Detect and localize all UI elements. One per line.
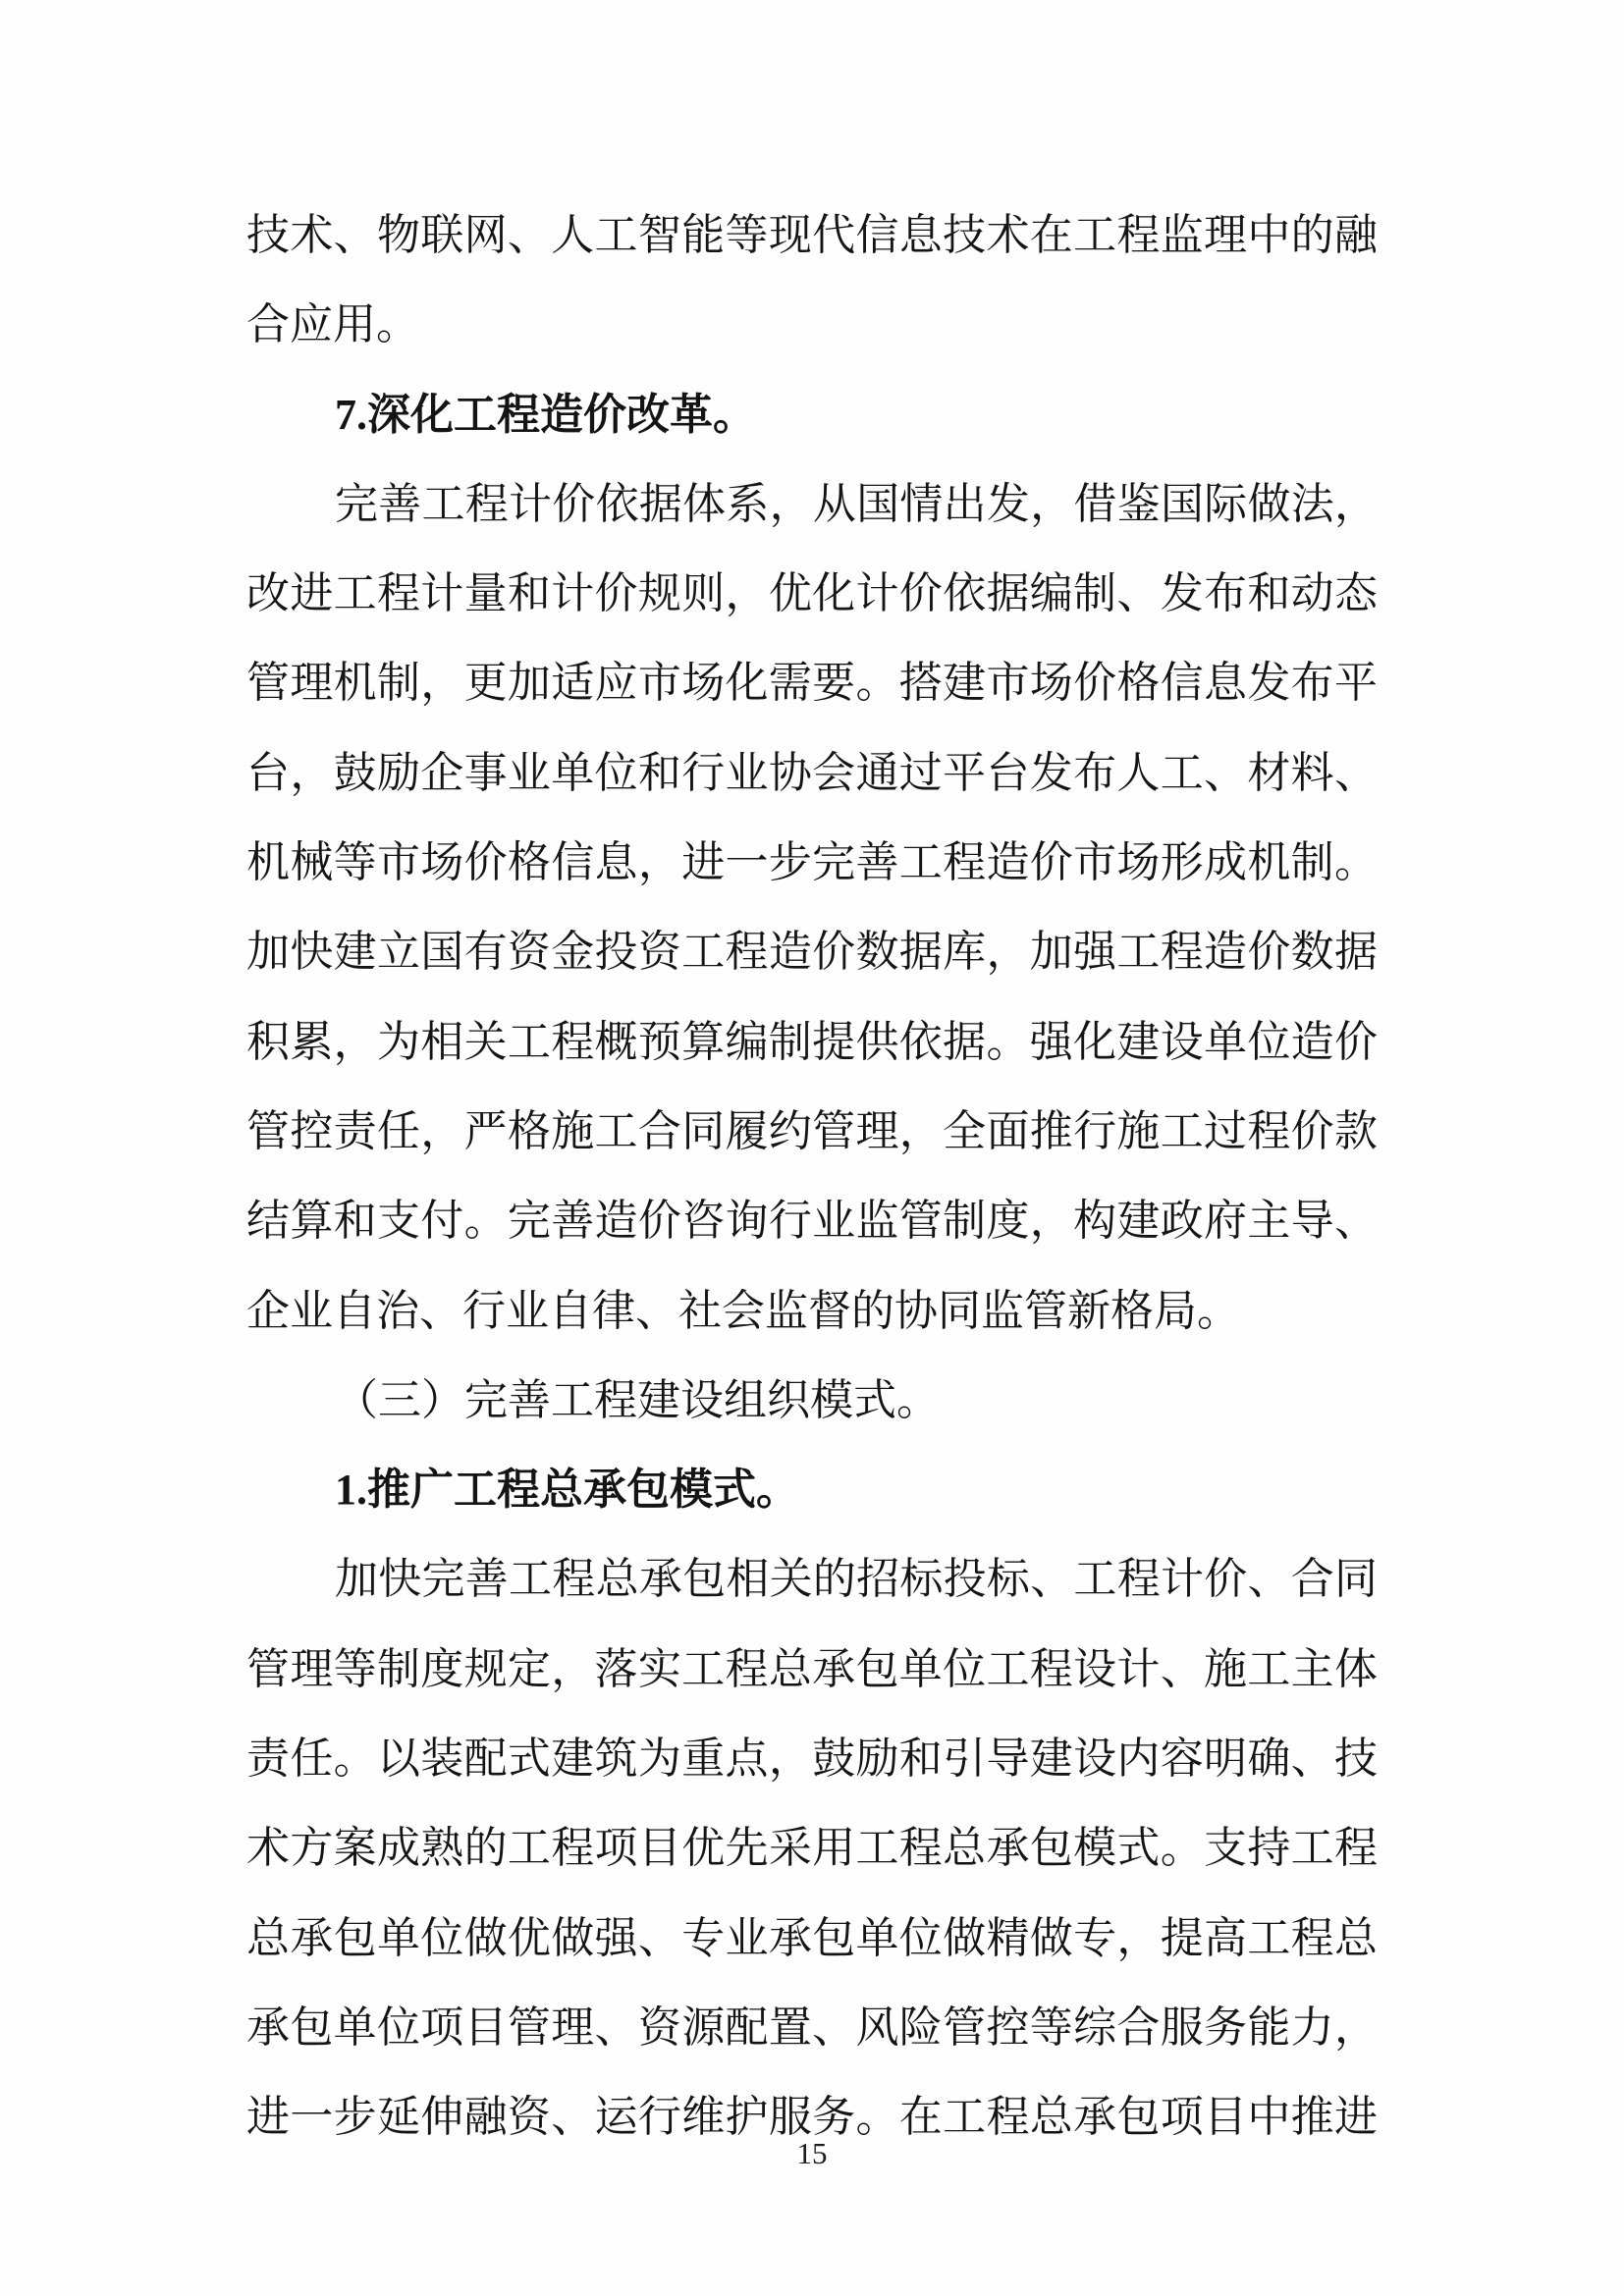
document-body: [246, 190, 1378, 2163]
text-line: 承包单位项目管理、资源配置、风险管控等综合服务能力，: [246, 2002, 1378, 2052]
text-line: 加快建立国有资金投资工程造价数据库，加强工程造价数据: [246, 928, 1378, 977]
heading-line: 1.推广工程总承包模式。: [335, 1466, 799, 1515]
text-line: 管理等制度规定，落实工程总承包单位工程设计、施工主体: [246, 1644, 1378, 1693]
text-line: 总承包单位做优做强、专业承包单位做精做专，提高工程总: [246, 1913, 1378, 1962]
text-line: 管控责任，严格施工合同履约管理，全面推行施工过程价款: [246, 1106, 1378, 1155]
text-line: 台，鼓励企事业单位和行业协会通过平台发布人工、材料、: [246, 748, 1378, 797]
text-line: 合应用。: [246, 300, 419, 349]
page-number: 15: [796, 2136, 828, 2170]
text-line: 术方案成熟的工程项目优先采用工程总承包模式。支持工程: [246, 1824, 1378, 1873]
text-line: 管理机制，更加适应市场化需要。搭建市场价格信息发布平: [246, 659, 1378, 708]
text-line: 机械等市场价格信息，进一步完善工程造价市场形成机制。: [246, 838, 1378, 887]
text-line: 责任。以装配式建筑为重点，鼓励和引导建设内容明确、技: [246, 1735, 1378, 1784]
text-line: 技术、物联网、人工智能等现代信息技术在工程监理中的融: [246, 211, 1378, 259]
heading-line: 7.深化工程造价改革。: [335, 390, 756, 439]
text-line: 加快完善工程总承包相关的招标投标、工程计价、合同: [335, 1555, 1378, 1604]
text-line: 改进工程计量和计价规则，优化计价依据编制、发布和动态: [246, 569, 1378, 618]
text-line: 企业自治、行业自律、社会监督的协同监管新格局。: [246, 1286, 1240, 1335]
text-line: 完善工程计价依据体系，从国情出发，借鉴国际做法，: [335, 479, 1378, 528]
text-line: （三）完善工程建设组织模式。: [335, 1375, 940, 1424]
text-line: 积累，为相关工程概预算编制提供依据。强化建设单位造价: [246, 1017, 1378, 1066]
text-line: 结算和支付。完善造价咨询行业监管制度，构建政府主导、: [246, 1197, 1378, 1246]
text-line: 进一步延伸融资、运行维护服务。在工程总承包项目中推进: [246, 2093, 1378, 2142]
